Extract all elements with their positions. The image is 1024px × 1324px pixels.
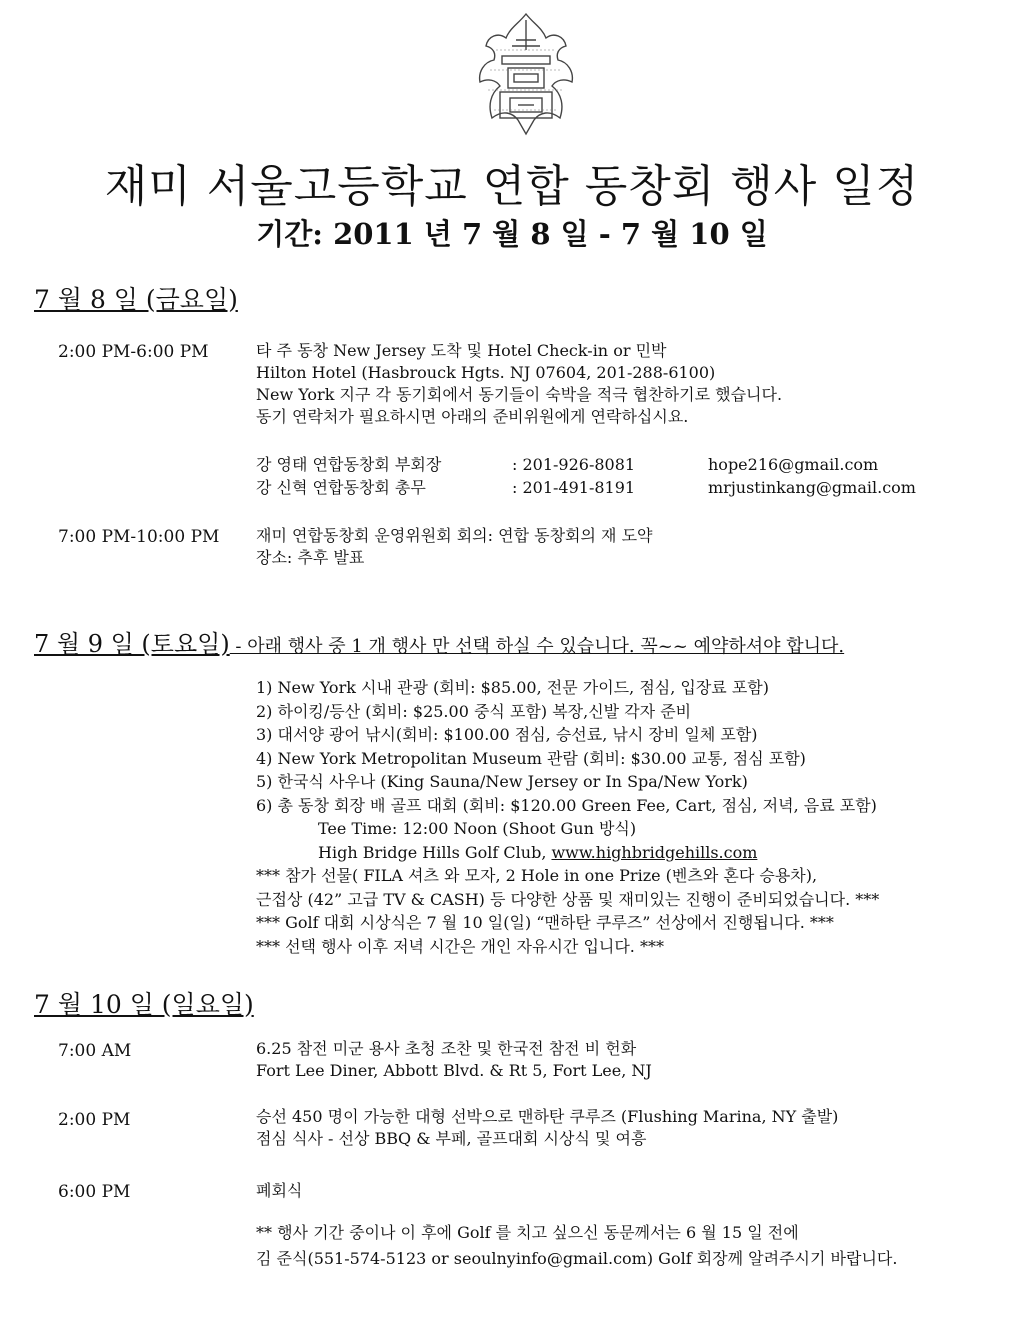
contact-email: hope216@gmail.com: [708, 455, 879, 474]
option-item: 1) New York 시내 관광 (회비: $85.00, 전문 가이드, 점심, 입장료 포함): [256, 678, 770, 697]
day2-heading: 7 월 9 일 (토요일): [34, 630, 230, 658]
option-item: 3) 대서양 광어 낚시(회비: $100.00 점심, 승선료, 낚시 장비 일체 포함): [256, 725, 758, 744]
option-item: 2) 하이킹/등산 (회비: $25.00 중식 포함) 복장,신발 각자 준비: [256, 701, 692, 721]
contact-email: mrjustinkang@gmail.com: [708, 478, 916, 497]
golf-club-link[interactable]: www.highbridgehills.com: [551, 842, 758, 862]
note-line: *** 선택 행사 이후 저녁 시간은 개인 자유시간 입니다. ***: [256, 936, 664, 956]
day3-event1-time: 7:00 AM: [58, 1041, 132, 1061]
option-item: 6) 총 동창 회장 배 골프 대회 (회비: $120.00 Green Fee, Cart, 점심, 저녁, 음료 포함): [256, 795, 877, 815]
day1-event2-details: [256, 525, 652, 569]
detail-line: Hilton Hotel (Hasbrouck Hgts. NJ 07604, 201-288-6100): [256, 363, 716, 382]
contact-phone: : 201-926-8081: [512, 455, 636, 474]
detail-line: 재미 연합동창회 운영위원회 회의: 연합 동창회의 재 도약: [256, 526, 653, 545]
detail-line: 점심 식사 - 선상 BBQ & 부페, 골프대회 시상식 및 여흥: [256, 1129, 647, 1148]
detail-line: 동기 연락처가 필요하시면 아래의 준비위원에게 연락하십시요.: [256, 407, 689, 426]
contact-name: 강 신혁 연합동창회 총무: [256, 478, 426, 497]
day2-notice: - 아래 행사 중 1 개 행사 만 선택 하실 수 있습니다. 꼭~~ 예약하셔야 합니다.: [229, 636, 845, 657]
event-period: 기간: 2011 년 7 월 8 일 - 7 월 10 일: [256, 217, 768, 251]
day1-heading: 7 월 8 일 (금요일): [34, 285, 238, 314]
footnote: [256, 1220, 897, 1272]
day3-event1-details: [256, 1038, 652, 1082]
detail-line: 장소: 추후 발표: [256, 548, 365, 567]
detail-line: 타 주 동창 New Jersey 도착 및 Hotel Check-in or 민박: [256, 341, 667, 360]
day3-heading: 7 월 10 일 (일요일): [34, 990, 254, 1019]
detail-line: Fort Lee Diner, Abbott Blvd. & Rt 5, Fort Lee, NJ: [256, 1061, 652, 1080]
day3-event3-time: 6:00 PM: [58, 1182, 131, 1202]
option-item: 4) New York Metropolitan Museum 관람 (회비: $30.00 교통, 점심 포함): [256, 748, 806, 768]
day1-event2-time: 7:00 PM-10:00 PM: [58, 527, 220, 547]
note-line: *** 참가 선물( FILA 셔츠 와 모자, 2 Hole in one Prize (벤츠와 혼다 승용차),: [256, 866, 818, 885]
day1-event1-time: 2:00 PM-6:00 PM: [58, 342, 209, 362]
detail-line: 승선 450 명이 가능한 대형 선박으로 맨하탄 쿠루즈 (Flushing Marina, NY 출발): [256, 1107, 839, 1126]
detail-line: New York 지구 각 동기회에서 동기들이 숙박을 적극 협찬하기로 했습니다.: [256, 385, 783, 404]
day1-event1-details: [256, 340, 782, 428]
option-item: 5) 한국식 사우나 (King Sauna/New Jersey or In Spa/New York): [256, 772, 748, 791]
note-line: 근접상 (42” 고급 TV & CASH) 등 다양한 상품 및 재미있는 진행이 준비되었습니다. ***: [256, 889, 880, 909]
day2-heading-row: [34, 624, 844, 659]
page-title: 재미 서울고등학교 연합 동창회 행사 일정: [104, 161, 920, 212]
day3-event2-details: [256, 1106, 838, 1150]
golf-club: High Bridge Hills Golf Club,: [318, 842, 552, 862]
day3-event2-time: 2:00 PM: [58, 1110, 131, 1130]
tee-time: Tee Time: 12:00 Noon (Shoot Gun 방식): [318, 819, 637, 838]
detail-line: 폐회식: [256, 1181, 303, 1200]
school-emblem-logo: [466, 10, 586, 140]
day3-event3-details: [256, 1180, 302, 1202]
golf-club-line: [256, 841, 879, 865]
day2-options: [256, 676, 879, 958]
note-line: *** Golf 대회 시상식은 7 월 10 일(일) “맨하탄 쿠루즈” 선상에서 진행됩니다. ***: [256, 913, 834, 932]
contact-phone: : 201-491-8191: [512, 478, 636, 497]
detail-line: 6.25 참전 미군 용사 초청 조찬 및 한국전 참전 비 헌화: [256, 1039, 637, 1058]
contact-name: 강 영태 연합동창회 부회장: [256, 455, 442, 474]
footnote-line: 김 준식(551-574-5123 or seoulnyinfo@gmail.com) Golf 회장께 알려주시기 바랍니다.: [256, 1249, 898, 1268]
footnote-line: ** 행사 기간 중이나 이 후에 Golf 를 치고 싶으신 동문께서는 6 월 15 일 전에: [256, 1223, 799, 1242]
